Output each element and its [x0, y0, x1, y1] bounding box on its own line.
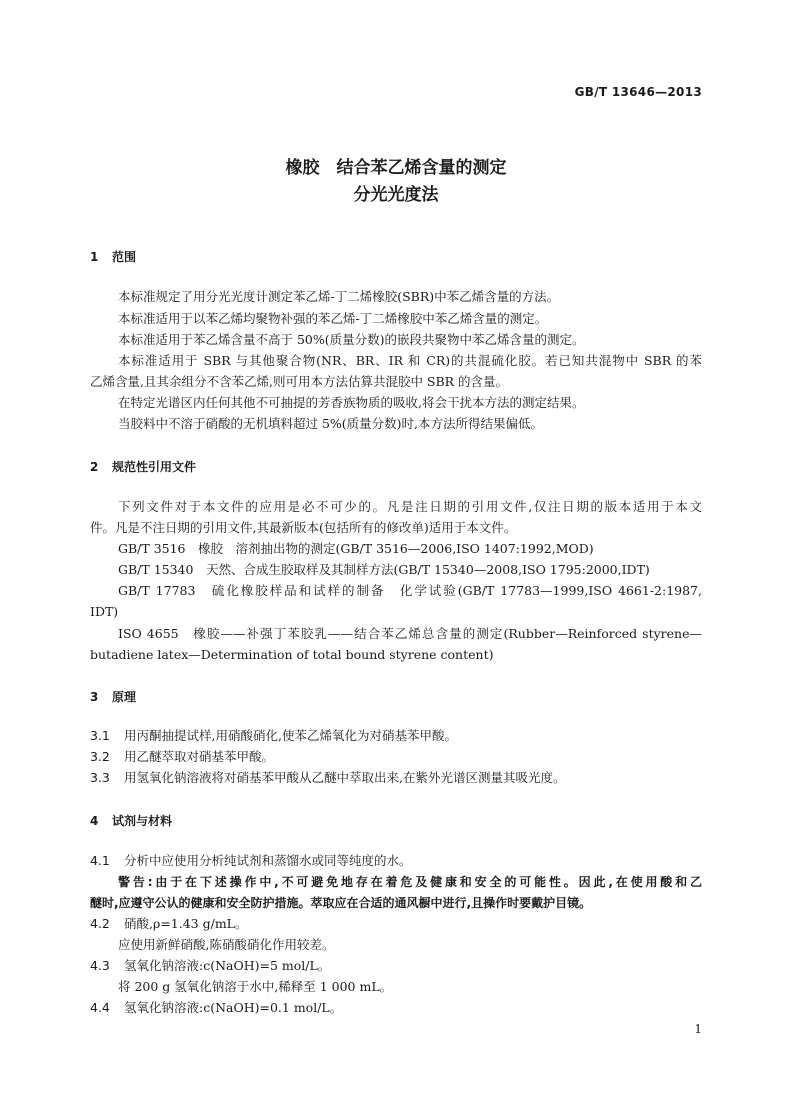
clause-text: 氢氧化钠溶液:c(NaOH)=0.1 mol/L。: [124, 1000, 343, 1015]
reference-item-cont: butadiene latex—Determination of total bound styrene content): [90, 647, 494, 662]
reagent-item: [90, 851, 412, 871]
references-intro: 下列文件对于本文件的应用是必不可少的。凡是注日期的引用文件,仅注日期的版本适用于本文: [118, 499, 702, 514]
clause-number: 4.1: [90, 853, 110, 868]
reagent-item: [90, 998, 342, 1018]
clause-text: 用丙酮抽提试样,用硝酸硝化,使苯乙烯氧化为对硝基苯甲酸。: [124, 728, 457, 743]
standard-number: GB/T 13646—2013: [574, 85, 702, 99]
reagent-item: [90, 956, 330, 976]
clause-text: 分析中应使用分析纯试剂和蒸馏水或同等纯度的水。: [124, 853, 412, 868]
reference-item-cont: IDT): [90, 604, 119, 619]
clause-number: 3.2: [90, 749, 110, 764]
scope-paragraph: 本标准规定了用分光光度计测定苯乙烯-丁二烯橡胶(SBR)中苯乙烯含量的方法。: [118, 289, 560, 304]
scope-paragraph: 本标准适用于以苯乙烯均聚物补强的苯乙烯-丁二烯橡胶中苯乙烯含量的测定。: [118, 311, 548, 326]
reagent-note: 将 200 g 氢氧化钠溶于水中,稀释至 1 000 mL。: [118, 979, 393, 994]
clause-text: 氢氧化钠溶液:c(NaOH)=5 mol/L。: [124, 958, 331, 973]
reference-item: GB/T 17783 硫化橡胶样品和试样的制备 化学试验(GB/T 17783—1999,ISO 4661-2:1987,: [118, 583, 702, 598]
principle-item: [90, 747, 274, 767]
clause-number: 4.2: [90, 916, 110, 931]
scope-paragraph-cont: 乙烯含量,且其余组分不含苯乙烯,则可用本方法估算共混胶中 SBR 的含量。: [90, 374, 509, 389]
section-number: 1: [90, 250, 99, 264]
clause-text: 用乙醚萃取对硝基苯甲酸。: [124, 749, 275, 764]
principle-item: [90, 768, 565, 788]
section-number: 3: [90, 690, 99, 704]
clause-number: 3.1: [90, 728, 110, 743]
document-title: 橡胶 结合苯乙烯含量的测定: [285, 158, 507, 178]
clause-text: 用氢氧化钠溶液将对硝基苯甲酸从乙醚中萃取出来,在紫外光谱区测量其吸光度。: [124, 770, 566, 785]
clause-number: 4.3: [90, 958, 110, 973]
scope-paragraph: 当胶料中不溶于硝酸的无机填料超过 5%(质量分数)时,本方法所得结果偏低。: [118, 416, 544, 431]
reagent-note: 应使用新鲜硝酸,陈硝酸硝化作用较差。: [118, 937, 335, 952]
reference-item: GB/T 3516 橡胶 溶剂抽出物的测定(GB/T 3516—2006,ISO 1407:1992,MOD): [118, 541, 594, 556]
section-heading-principle: [90, 688, 136, 705]
scope-paragraph: 本标准适用于 SBR 与其他聚合物(NR、BR、IR 和 CR)的共混硫化胶。若已知共混物中 SBR 的苯: [118, 353, 702, 368]
section-number: 2: [90, 460, 99, 474]
scope-paragraph: 本标准适用于苯乙烯含量不高于 50%(质量分数)的嵌段共聚物中苯乙烯含量的测定。: [118, 332, 585, 347]
section-heading-normative-references: [90, 458, 196, 475]
document-subtitle: 分光光度法: [353, 185, 439, 205]
clause-text: 硝酸,ρ=1.43 g/mL。: [124, 916, 248, 931]
references-intro-cont: 件。凡是不注日期的引用文件,其最新版本(包括所有的修改单)适用于本文件。: [90, 520, 517, 535]
section-heading-scope: [90, 248, 136, 265]
reagent-item: [90, 914, 247, 934]
scope-paragraph: 在特定光谱区内任何其他不可抽提的芳香族物质的吸收,将会干扰本方法的测定结果。: [118, 395, 585, 410]
section-title: 试剂与材料: [112, 814, 173, 828]
section-heading-reagents: [90, 812, 172, 829]
reference-item: ISO 4655 橡胶——补强丁苯胶乳——结合苯乙烯总含量的测定(Rubber—Reinforced styrene—: [118, 626, 702, 641]
section-number: 4: [90, 814, 99, 828]
section-title: 原理: [112, 690, 137, 704]
safety-warning: 警告:由于在下述操作中,不可避免地存在着危及健康和安全的可能性。因此,在使用酸和乙: [118, 875, 702, 889]
clause-number: 4.4: [90, 1000, 110, 1015]
page-number: 1: [694, 1022, 702, 1036]
reference-item: GB/T 15340 天然、合成生胶取样及其制样方法(GB/T 15340—2008,ISO 1795:2000,IDT): [118, 562, 650, 577]
section-title: 范围: [112, 250, 137, 264]
principle-item: [90, 726, 457, 746]
safety-warning-cont: 醚时,应遵守公认的健康和安全防护措施。萃取应在合适的通风橱中进行,且操作时要戴护目镜。: [90, 896, 592, 910]
section-title: 规范性引用文件: [112, 460, 197, 474]
clause-number: 3.3: [90, 770, 110, 785]
